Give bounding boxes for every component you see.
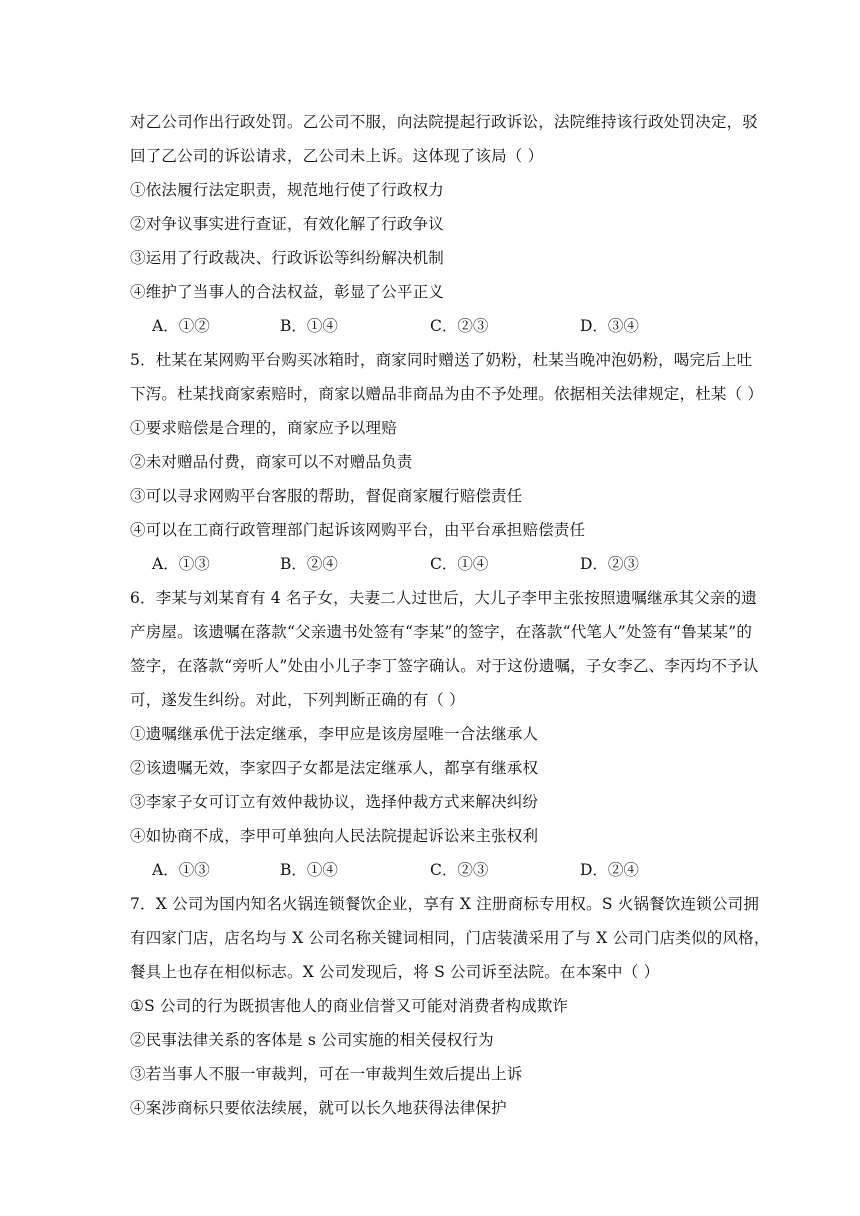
q5-statement-2: ②未对赠品付费，商家可以不对赠品负责 [130,453,413,471]
q7-statement-3: ③若当事人不服一审裁判，可在一审裁判生效后提出上诉 [130,1065,523,1083]
q6-option-b: B．①④ [280,861,338,879]
q5-option-d: D．②③ [580,555,639,573]
q6-stem-line-4: 可，遂发生纠纷。对此，下列判断正确的有（ ） [130,691,465,709]
q5-statement-1: ①要求赔偿是合理的，商家应予以理赔 [130,419,397,437]
q5-option-b: B．②④ [280,555,338,573]
q4-statement-2: ②对争议事实进行查证，有效化解了行政争议 [130,215,445,233]
q4-option-a: A．①② [152,317,210,335]
q7-stem-line-1: 7．X 公司为国内知名火锅连锁餐饮企业，享有 X 注册商标专用权。S 火锅餐饮连锁公司拥 [130,895,760,913]
q4-statement-3: ③运用了行政裁决、行政诉讼等纠纷解决机制 [130,249,445,267]
q5-option-a: A．①③ [152,555,210,573]
q6-statement-2: ②该遗嘱无效，李家四子女都是法定继承人，都享有继承权 [130,759,539,777]
q6-statement-1: ①遗嘱继承优于法定继承，李甲应是该房屋唯一合法继承人 [130,725,539,743]
q5-option-c: C．①④ [430,555,489,573]
q4-stem-line-2: 回了乙公司的诉讼请求，乙公司未上诉。这体现了该局（ ） [130,147,544,165]
q6-option-a: A．①③ [152,861,210,879]
q7-statement-4: ④案涉商标只要依法续展，就可以长久地获得法律保护 [130,1099,507,1117]
q4-option-b: B．①④ [280,317,338,335]
q6-stem-line-1: 6．李某与刘某育有 4 名子女，夫妻二人过世后，大儿子李甲主张按照遗嘱继承其父亲的遗 [130,589,757,607]
q6-stem-line-3: 签字，在落款“旁听人”处由小儿子李丁签字确认。对于这份遗嘱，子女李乙、李丙均不予认 [130,657,759,675]
q6-stem-line-2: 产房屋。该遗嘱在落款“父亲遗书处签有“李某”的签字，在落款“代笔人”处签有“鲁某某”的 [130,623,753,641]
q4-statement-1: ①依法履行法定职责，规范地行使了行政权力 [130,181,445,199]
q4-option-c: C．②③ [430,317,489,335]
q6-option-c: C．②③ [430,861,489,879]
q5-stem-line-2: 下泻。杜某找商家索赔时，商家以赠品非商品为由不予处理。依据相关法律规定，杜某（ ） [130,385,764,403]
q7-stem-line-3: 餐具上也存在相似标志。X 公司发现后，将 S 公司诉至法院。在本案中（ ） [130,963,660,981]
q5-statement-3: ③可以寻求网购平台客服的帮助，督促商家履行赔偿责任 [130,487,523,505]
q7-stem-line-2: 有四家门店，店名均与 X 公司名称关键词相同，门店装潢采用了与 X 公司门店类似的风格， [130,929,770,947]
q5-statement-4: ④可以在工商行政管理部门起诉该网购平台，由平台承担赔偿责任 [130,521,586,539]
q6-option-d: D．②④ [580,861,639,879]
q6-statement-4: ④如协商不成，李甲可单独向人民法院提起诉讼来主张权利 [130,827,539,845]
q5-stem-line-1: 5．杜某在某网购平台购买冰箱时，商家同时赠送了奶粉，杜某当晚冲泡奶粉，喝完后上吐 [130,351,753,369]
q6-statement-3: ③李家子女可订立有效仲裁协议，选择仲裁方式来解决纠纷 [130,793,539,811]
q7-statement-1: ①S 公司的行为既损害他人的商业信誉又可能对消费者构成欺诈 [130,997,569,1015]
q4-stem-line-1: 对乙公司作出行政处罚。乙公司不服，向法院提起行政诉讼，法院维持该行政处罚决定，驳 [130,113,759,131]
q4-option-d: D．③④ [580,317,639,335]
q4-statement-4: ④维护了当事人的合法权益，彰显了公平正义 [130,283,445,301]
q7-statement-2: ②民事法律关系的客体是 s 公司实施的相关侵权行为 [130,1031,494,1049]
